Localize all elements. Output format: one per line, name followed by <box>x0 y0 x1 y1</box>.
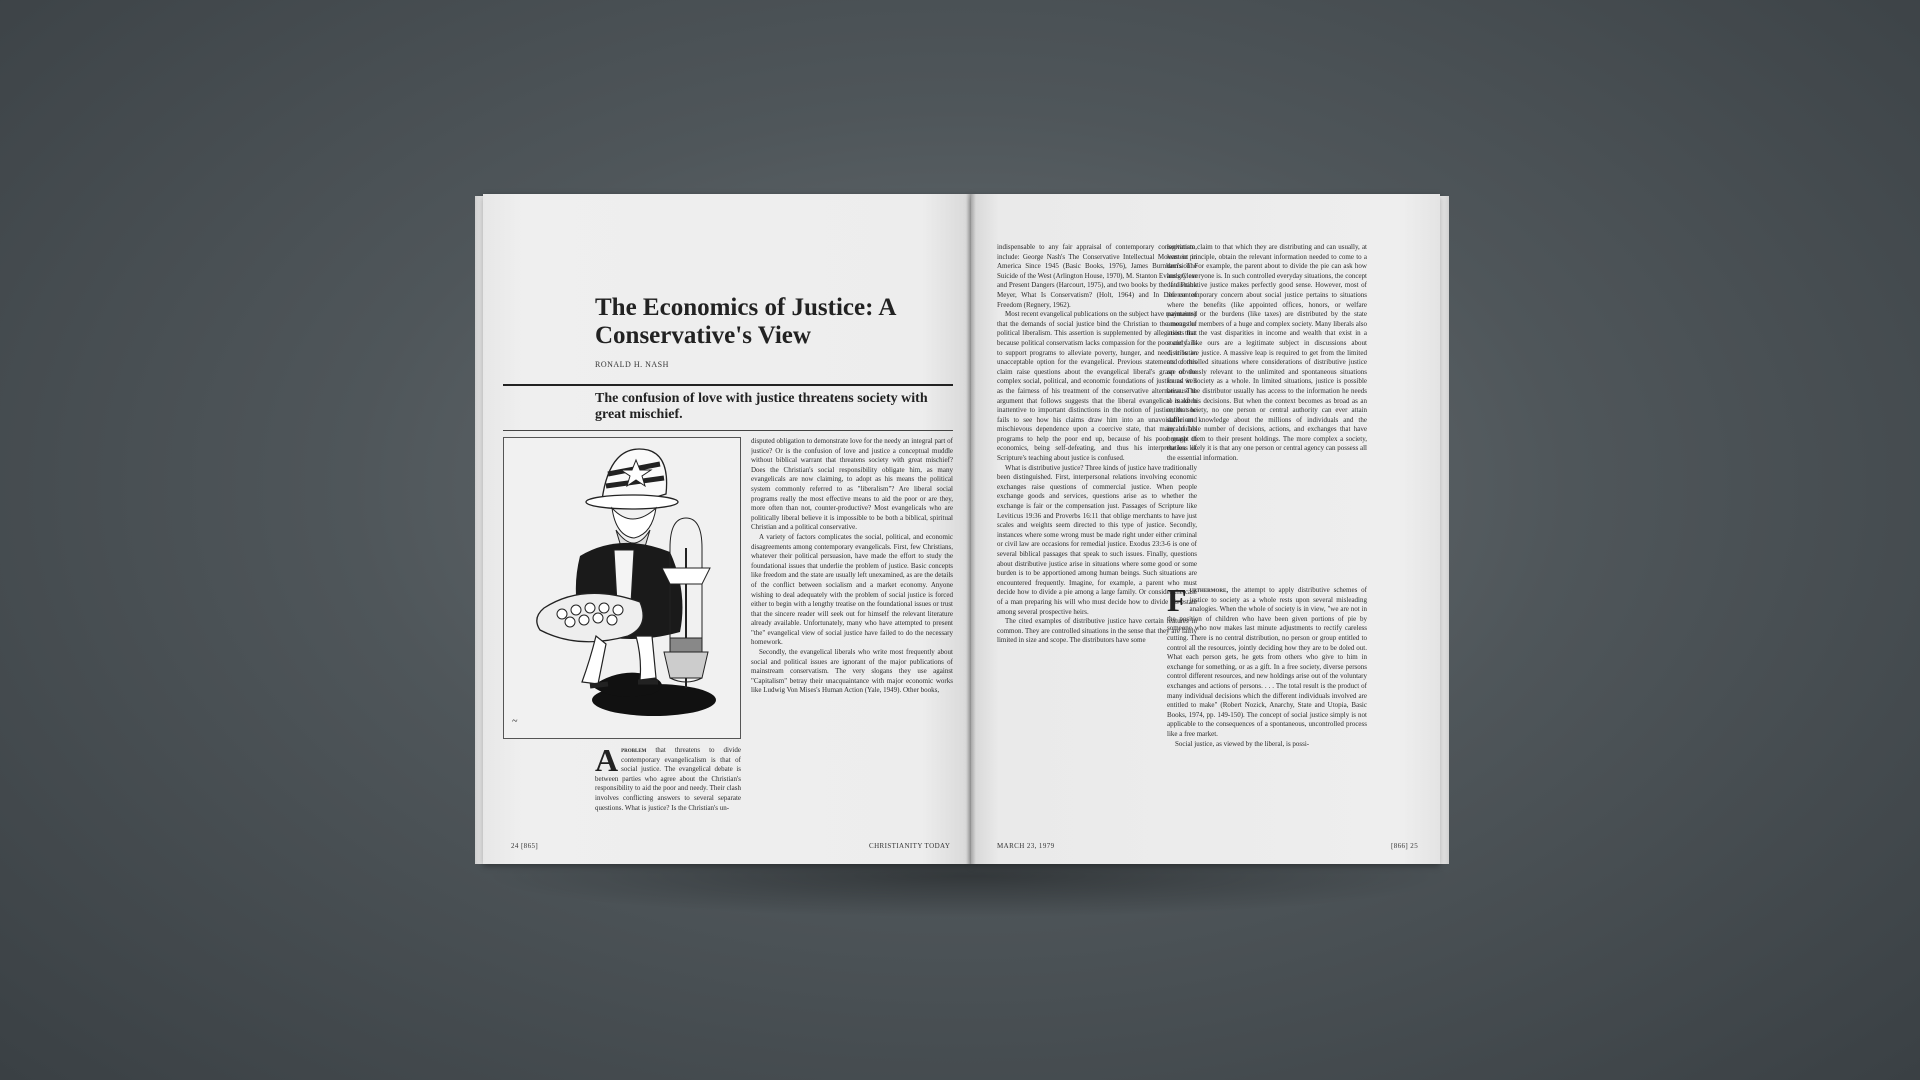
issue-date: MARCH 23, 1979 <box>997 842 1055 850</box>
body-paragraph: Most recent evangelical publications on the subject have maintained that the demands of social justice bind the Christian to the means of political liberalism. This assertion is supplemented by allegations that because political conservatism lacks compassion for the poor and fails to support programs to alleviate poverty, hunger, and need, it is an unacceptable option for the evangelical. Previous statements of this claim raise questions about the evangelical liberal's grasp of the complex social, political, and economic foundations of justice as well as the fairness of his treatment of the conservative alternative. The argument that follows suggests that the liberal evangelical is often inattentive to important distinctions in the notion of justice, that he fails to see how his claims draw him into an unavoidable and mischievous dependence upon a coercive state, that many of his programs to help the poor end up, because of his poor grasp of economics, being self-defeating, and thus his interpretation of Scripture's teaching about justice is confused. <box>997 310 1197 463</box>
article-deck: The confusion of love with justice threatens society with great mischief. <box>595 391 928 422</box>
body-paragraph: indispensable to any fair appraisal of contemporary conservatism, include: George Nash's The Conservative Intellectual Movement in America Since 1945 (Basic Books, 1976), James Burnham's The Suicide of the West (Arlington House, 1970), M. Stanton Evans's Clear and Present Dangers (Harcourt, 1975), and two books by the late Frank Meyer, What Is Conservatism? (Holt, 1964) and In Defense of Freedom (Regnery, 1962). <box>997 243 1197 309</box>
page-number-right: [866] 25 <box>1391 842 1419 850</box>
page-number-left: 24 [865] <box>511 842 539 850</box>
body-paragraph: The cited examples of distributive justice have certain features in common. They are controlled situations in the sense that they are fairly limited in size and scope. The distributors have some <box>997 617 1197 645</box>
deck-rule <box>503 430 953 431</box>
right-page-column-2-lower <box>1167 586 1367 830</box>
publication-name: CHRISTIANITY TODAY <box>869 842 951 850</box>
svg-text:~: ~ <box>512 716 518 727</box>
lead-text: that threatens to divide contemporary evangelicalism is that of social justice. The evangelical debate is between parties who agree about the Christian's responsibility to aid the poor and needy. Their clash involves conflicting answers to several separate questions. What is justice? Is the Christian's un- <box>595 746 741 812</box>
right-page-column-2 <box>1167 243 1367 573</box>
right-page <box>971 194 1440 864</box>
smallcaps-lead: urthermore, <box>1189 586 1229 594</box>
magazine-spine <box>966 194 976 864</box>
left-page <box>483 194 971 864</box>
drop-cap: A <box>595 746 619 778</box>
left-page-column-right <box>751 437 953 829</box>
body-text: the attempt to apply distributive schemes of justice to society as a whole rests upon several misleading analogies. When the whole of society is in view, "we are not in the position of children who have been given portions of pie by someone who now makes last minute adjustments to rectify careless cutting. There is no central distribution, no person or group entitled to control all the resources, jointly deciding how they are to be doled out. What each person gets, he gets from others who give to him in exchange for something, or as a gift. In a free society, diverse persons control different resources, and new holdings arise out of the voluntary exchanges and actions of persons. . . . The total result is the product of many individual decisions which the different individuals involved are entitled to make" (Robert Nozick, Anarchy, State and Utopia, Basic Books, 1974, pp. 149-150). The concept of social justice simply is not applicable to the consequences of a spontaneous, uncontrolled process like a free market. <box>1167 586 1367 738</box>
body-paragraph: What is distributive justice? Three kinds of justice have traditionally been distinguished. First, interpersonal relations involving economic exchanges raise questions of commercial justice. When people exchange goods and services, questions arise as to whether the exchange is fair or the compensation just. Passages of Scripture like Leviticus 19:36 and Proverbs 16:11 that oblige merchants to have just scales and weights seem directed to this type of justice. Secondly, instances where some wrong must be made right under either criminal or civil law are occasions for remedial justice. Exodus 23:3-6 is one of several biblical passages that speak to such issues. Finally, questions about distributive justice arise in situations where some good or some burden is to be apportioned among human beings. Such situations are encountered frequently. Imagine, for example, a parent who must decide how to divide a pie among a large family. Or consider the case of a man preparing his will who must decide how to divide his estate among several prospective heirs. <box>997 463 1197 616</box>
body-paragraph: A variety of factors complicates the social, political, and economic disagreements among contemporary evangelicals. First, few Christians, whatever their political persuasion, have made the effort to study the foundational issues that underlie the problem of justice. Basic concepts like freedom and the state are usually left unexamined, as are the details of the conflict between socialism and a market economy. Anyone wishing to deal adequately with the problem of social justice is forced either to begin with a lengthy treatise on the foundational issues or trust that the sincere reader will seek out for himself the relevant literature already available. Unfortunately, many who have attempted to present "the" evangelical view of social justice have failed to do the necessary homework. <box>751 532 953 647</box>
body-paragraph: Secondly, the evangelical liberals who write most frequently about social and political issues are ignorant of the major publications of mainstream conservatism. The very slogans they use against "Capitalism" betray their unacquaintance with major economic works like Ludwig Von Mises's Human Action (Yale, 1949). Other books, <box>751 648 953 695</box>
magazine-shadow <box>480 858 1460 918</box>
title-rule <box>503 384 953 386</box>
left-page-lead-column <box>595 746 741 832</box>
drop-cap: F <box>1167 586 1187 618</box>
article-author: RONALD H. NASH <box>595 360 669 369</box>
body-paragraph: legitimate claim to that which they are distributing and can usually, at least in principle, obtain the relevant information needed to come to a decision. For example, the parent about to divide the pie can ask how hungry everyone is. In such controlled everyday situations, the concept of distributive justice makes perfectly good sense. However, most of the contemporary concern about social justice pertains to situations where the benefits (like appointed offices, honors, or welfare payments) or the burdens (like taxes) are distributed by the state among the members of a huge and complex society. Many liberals also insist that the vast disparities in income and wealth that exist in a society like ours are a legitimate subject in discussions about distributive justice. A massive leap is required to get from the limited and controlled situations where considerations of distributive justice are obviously relevant to the unlimited and spontaneous situations found in society as a whole. In limited situations, justice is possible because the distributor usually has access to the information he needs to make his decisions. But when the context becomes as broad as an entire society, no one person or central authority can ever attain sufficient knowledge about the millions of individuals and the incalculable number of decisions, actions, and exchanges that have brought them to their present holdings. The more complex a society, the less likely it is that any one person or central agency can possess all the essential information. <box>1167 243 1367 463</box>
body-paragraph: Social justice, as viewed by the liberal, is possi- <box>1175 739 1310 748</box>
article-title: The Economics of Justice: A Conservative's View <box>595 294 895 349</box>
uncle-sam-cartoon-illustration <box>503 437 741 739</box>
body-paragraph <box>1167 586 1367 740</box>
page-stack-right-edge <box>1440 196 1449 864</box>
lead-paragraph <box>595 746 741 813</box>
body-paragraph: disputed obligation to demonstrate love for the needy an integral part of justice? Or is the confusion of love and justice a conceptual muddle without biblical warrant that threatens society with great mischief? Does the Christian's social responsibility obligate him, as many evangelicals are now claiming, to adopt as his means the political system commonly referred to as "liberalism"? Are liberal social programs really the most effective means to aid the poor or are they, more often than not, counter-productive? Most evangelicals who are politically liberal believe it is impossible to be both a biblical, spiritual Christian and a political conservative. <box>751 437 953 532</box>
lead-smallcaps: problem <box>621 746 647 754</box>
